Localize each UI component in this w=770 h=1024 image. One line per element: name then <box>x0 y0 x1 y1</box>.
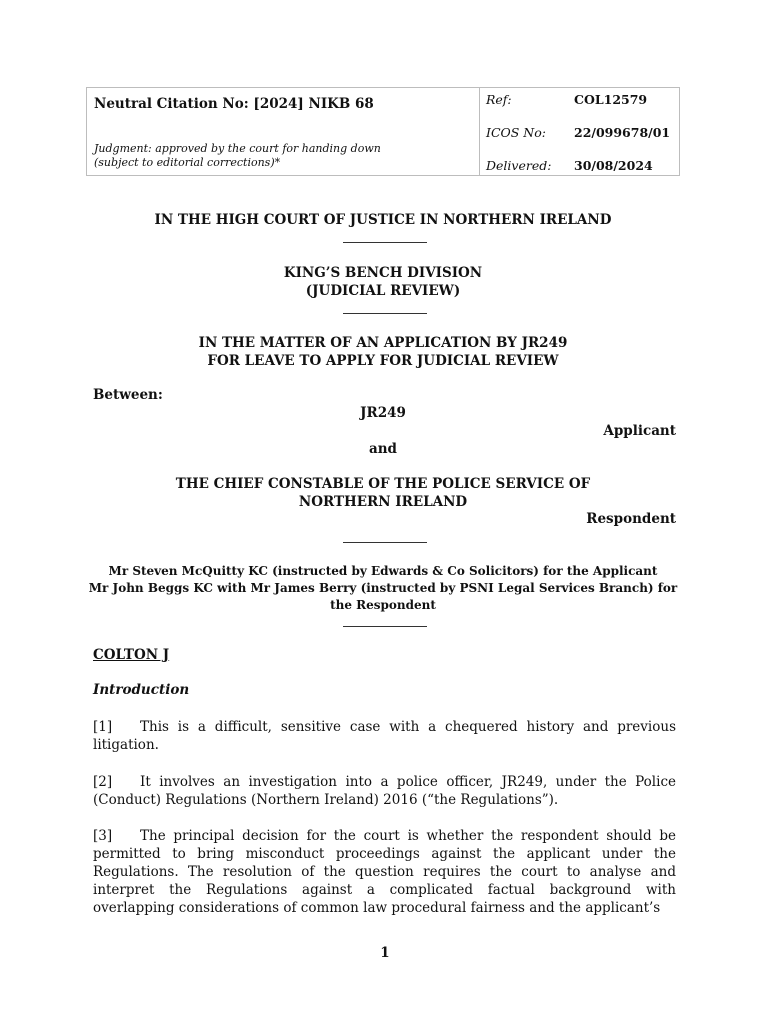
applicant-name: JR249 <box>360 405 406 421</box>
delivered-label: Delivered: <box>486 158 552 173</box>
ref-value: COL12579 <box>574 92 648 107</box>
between-label: Between: <box>93 387 163 403</box>
neutral-citation: Neutral Citation No: [2024] NIKB 68 <box>94 96 374 112</box>
paragraph-3 <box>93 827 676 917</box>
citation-box <box>86 87 680 176</box>
divider-rule <box>343 626 427 627</box>
matter-line1: IN THE MATTER OF AN APPLICATION BY JR249 <box>198 335 568 351</box>
paragraph-text: This is a difficult, sensitive case with a chequered history and previous litigation. <box>93 719 676 753</box>
ref-label: Ref: <box>486 92 512 107</box>
paragraph-number: [3] <box>93 828 113 844</box>
counsel-line2: Mr John Beggs KC with Mr James Berry (instructed by PSNI Legal Services Branch) for <box>88 581 678 595</box>
page-number: 1 <box>380 945 390 961</box>
division-line2: (JUDICIAL REVIEW) <box>305 283 461 299</box>
delivered-row <box>486 158 653 173</box>
icos-label: ICOS No: <box>486 125 546 140</box>
ref-row <box>486 92 647 107</box>
approval-note-line2: (subject to editorial corrections)* <box>94 156 281 169</box>
paragraph-number: [1] <box>93 719 113 735</box>
court-title: IN THE HIGH COURT OF JUSTICE IN NORTHERN IRELAND <box>154 212 612 228</box>
paragraph-2 <box>93 773 676 809</box>
divider-rule <box>343 542 427 543</box>
citation-left-cell <box>87 88 480 175</box>
applicant-role: Applicant <box>603 423 676 439</box>
counsel-line1: Mr Steven McQuitty KC (instructed by Edwards & Co Solicitors) for the Applicant <box>108 564 658 578</box>
section-heading: Introduction <box>93 682 190 698</box>
icos-value: 22/099678/01 <box>574 125 671 140</box>
and-label: and <box>368 441 397 457</box>
respondent-line1: THE CHIEF CONSTABLE OF THE POLICE SERVICE OF <box>175 476 591 492</box>
citation-right-cell <box>479 88 679 175</box>
paragraph-text: The principal decision for the court is whether the respondent should be permitted to bring misconduct proceedings against the applicant under the Regulations. The resolution of the question requires the court to analyse and interpret the Regulations against a complicated factual background with overlapping considerations of common law procedural fairness and the applicant’s <box>93 828 676 916</box>
judge-name: COLTON J <box>93 647 170 663</box>
paragraph-text: It involves an investigation into a police officer, JR249, under the Police (Conduct) Regulations (Northern Ireland) 2016 (“the Regulations”). <box>93 774 676 808</box>
paragraph-1 <box>93 718 676 754</box>
approval-note-line1: Judgment: approved by the court for handing down <box>94 142 381 155</box>
delivered-value: 30/08/2024 <box>574 158 653 173</box>
counsel-line3: the Respondent <box>330 598 436 612</box>
approval-note <box>94 142 474 170</box>
respondent-line2: NORTHERN IRELAND <box>298 494 468 510</box>
paragraph-number: [2] <box>93 774 113 790</box>
matter-line2: FOR LEAVE TO APPLY FOR JUDICIAL REVIEW <box>207 353 559 369</box>
divider-rule <box>343 242 427 243</box>
divider-rule <box>343 313 427 314</box>
icos-row <box>486 125 670 140</box>
respondent-role: Respondent <box>586 511 676 527</box>
division-line1: KING’S BENCH DIVISION <box>283 265 483 281</box>
